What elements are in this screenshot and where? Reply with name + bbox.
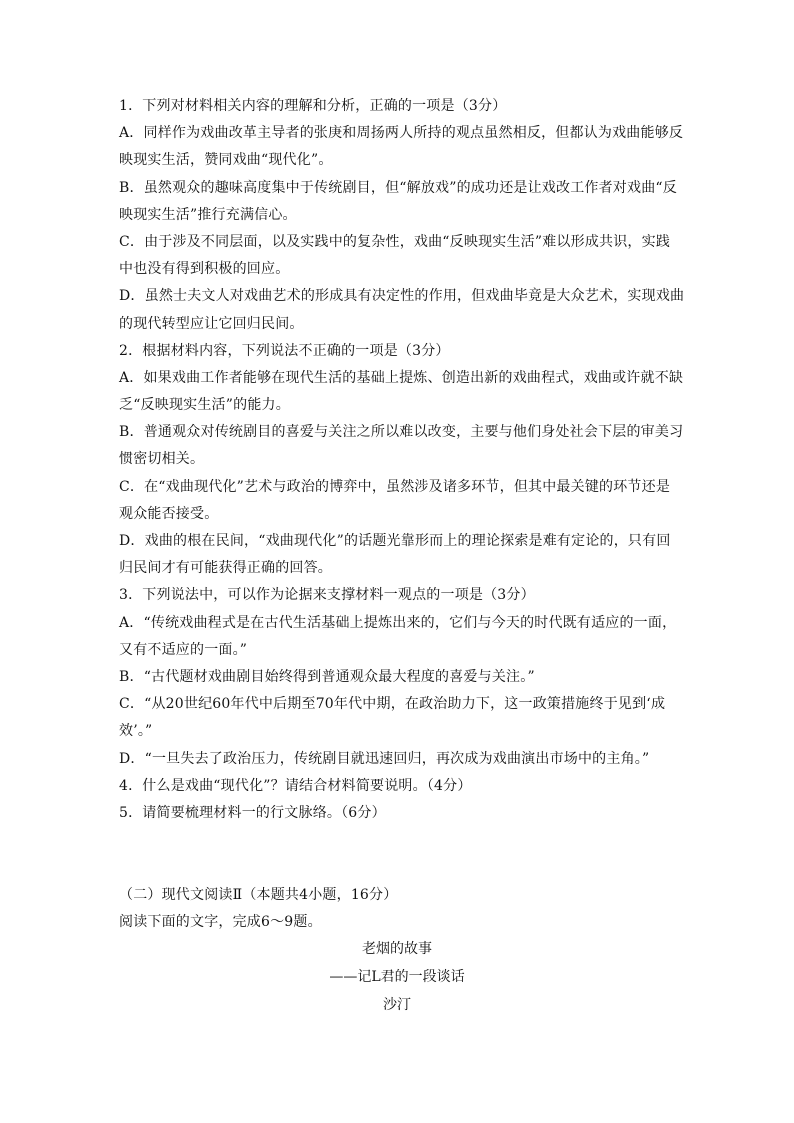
question-line: 的现代转型应让它回归民间。: [119, 315, 304, 332]
section-instruction: 阅读下面的文字，完成6～9题。: [119, 914, 322, 930]
section-heading: （二）现代文阅读Ⅱ（本题共4小题，16分）: [119, 887, 398, 903]
question-line: A．“传统戏曲程式是在古代生活基础上提炼出来的，它们与今天的时代既有适应的一面，: [119, 614, 677, 631]
question-line: 映现实生活，赞同戏曲“现代化”。: [119, 152, 333, 169]
question-line: B．“古代题材戏曲剧目始终得到普通观众最大程度的喜爱与关注。”: [119, 668, 535, 685]
question-line: 又有不适应的一面。”: [119, 641, 248, 658]
question-line: C．在“戏曲现代化”艺术与政治的博弈中，虽然涉及诸多环节，但其中最关键的环节还是: [119, 478, 671, 495]
question-line: 4．什么是戏曲“现代化”？请结合材料简要说明。（4分）: [119, 777, 472, 794]
question-line: 中也没有得到积极的回应。: [119, 261, 290, 278]
question-line: C．“从20世纪60年代中后期至70年代中期，在政治助力下，这一政策措施终于见到‘成: [119, 696, 666, 713]
question-line: 惯密切相关。: [119, 451, 205, 468]
article-subtitle: ——记L君的一段谈话: [329, 969, 465, 985]
question-line: 效’。”: [119, 723, 153, 740]
question-line: B．普通观众对传统剧目的喜爱与关注之所以难以改变，主要与他们身处社会下层的审美习: [119, 424, 684, 441]
question-line: 映现实生活”推行充满信心。: [119, 206, 297, 223]
section-2-header: [119, 882, 679, 936]
question-line: 观众能否接受。: [119, 505, 219, 522]
question-line: B．虽然观众的趣味高度集中于传统剧目，但“解放戏”的成功还是让戏改工作者对戏曲“反: [119, 179, 677, 196]
question-line: D．虽然士夫文人对戏曲艺术的形成具有决定性的作用，但戏曲毕竟是大众艺术，实现戏曲: [119, 288, 685, 305]
article-title: 老烟的故事: [362, 941, 432, 957]
question-line: C．由于涉及不同层面，以及实践中的复杂性，戏曲“反映现实生活”难以形成共识，实践: [119, 233, 671, 250]
questions-block: [119, 93, 685, 827]
question-line: 1．下列对材料相关内容的理解和分析，正确的一项是（3分）: [119, 98, 507, 114]
question-line: 3．下列说法中，可以作为论据来支撑材料一观点的一项是（3分）: [119, 587, 535, 604]
question-line: A．如果戏曲工作者能够在现代生活的基础上提炼、创造出新的戏曲程式，戏曲或许就不缺: [119, 369, 684, 386]
question-line: 归民间才有可能获得正确的回答。: [119, 560, 332, 577]
question-line: D．“一旦失去了政治压力，传统剧目就迅速回归，再次成为戏曲演出市场中的主角。”: [119, 750, 650, 767]
question-line: A．同样作为戏曲改革主导者的张庚和周扬两人所持的观点虽然相反，但都认为戏曲能够反: [119, 125, 684, 142]
question-line: 乏“反映现实生活”的能力。: [119, 397, 290, 414]
question-line: D．戏曲的根在民间，“戏曲现代化”的话题光靠形而上的理论探索是难有定论的，只有回: [119, 533, 671, 549]
question-line: 2．根据材料内容，下列说法不正确的一项是（3分）: [119, 342, 450, 359]
article-author: 沙汀: [383, 997, 411, 1013]
question-line: 5．请简要梳理材料一的行文脉络。（6分）: [119, 804, 386, 821]
